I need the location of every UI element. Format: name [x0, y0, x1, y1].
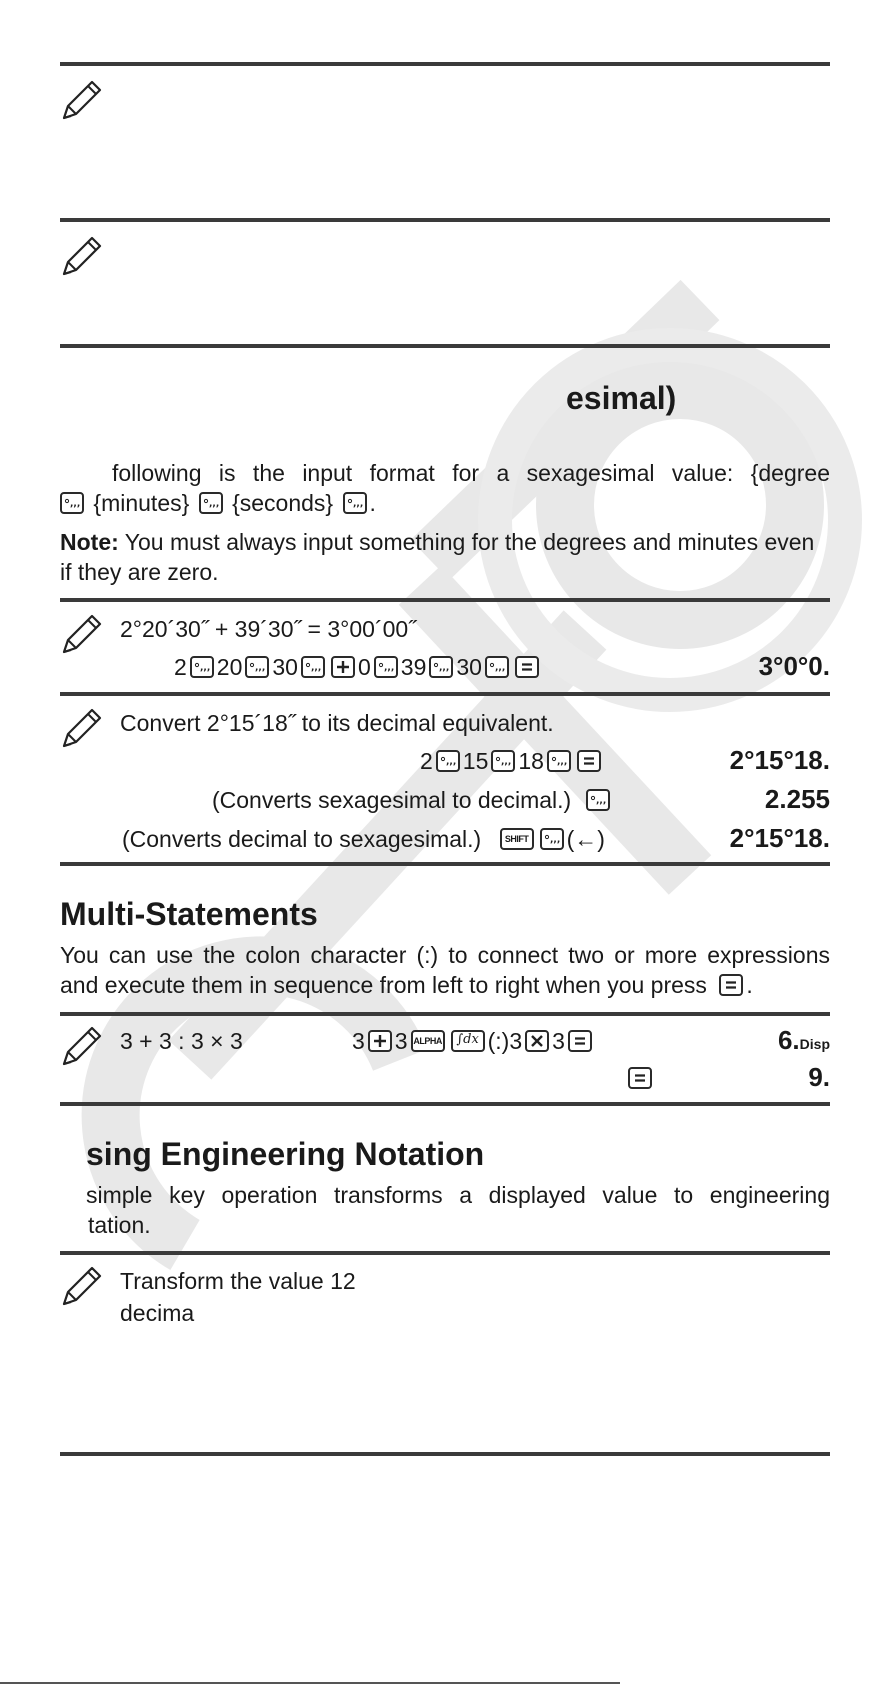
example-title: 2°20´30˝ + 39´30˝ = 3°00´00˝ — [120, 616, 416, 642]
result-display: 2°15°18. — [729, 823, 830, 853]
section-heading: esimal) — [566, 380, 677, 416]
equals-key-icon — [719, 974, 743, 996]
svg-text:,,,: ,,, — [208, 498, 219, 509]
minutes-placeholder: {minutes} — [93, 490, 190, 516]
key-sequence — [174, 652, 542, 682]
intro-line2: tation. — [88, 1212, 151, 1238]
digit: 18 — [518, 748, 544, 774]
equals-key-icon — [515, 656, 539, 678]
divider-rule — [60, 598, 830, 602]
key-label: SHIFT — [504, 833, 529, 844]
digit: 3 — [394, 1028, 408, 1054]
svg-text:,,,: ,,, — [199, 662, 211, 673]
digit: 30 — [272, 654, 298, 680]
svg-text:,,,: ,,, — [439, 662, 450, 673]
result-display: 2°15°18. — [729, 745, 830, 775]
svg-text:,,,: ,,, — [556, 756, 568, 767]
page-edge-line — [0, 1682, 620, 1684]
dms-key-icon — [190, 656, 214, 678]
dms-key-icon — [436, 750, 460, 772]
dms-key-icon — [245, 656, 269, 678]
key-sequence — [212, 785, 613, 815]
intro-line2 — [60, 488, 376, 518]
key-sequence — [352, 1026, 595, 1056]
digit: 3 — [352, 1028, 365, 1054]
pencil-icon — [60, 612, 104, 656]
pencil-icon — [60, 1024, 104, 1068]
key-label: ALPHA — [413, 1035, 442, 1046]
equals-key-icon — [628, 1067, 652, 1089]
section-heading: sing Engineering Notation — [86, 1136, 485, 1172]
result-display — [778, 1024, 830, 1060]
intro-line: simple key operation transforms a displayed value to engineering — [86, 1182, 830, 1208]
dms-key-icon — [491, 750, 515, 772]
result-display: 3°0°0. — [758, 651, 830, 681]
svg-text:,,,: ,,, — [352, 498, 363, 509]
plus-key-icon — [331, 656, 355, 678]
multiply-key-icon — [525, 1030, 549, 1052]
divider-rule — [60, 1102, 830, 1106]
key-sequence — [420, 746, 604, 776]
divider-rule — [60, 862, 830, 866]
svg-text:,,,: ,,, — [310, 662, 322, 673]
digit: 39 — [400, 654, 427, 680]
bottom-rule — [60, 1452, 830, 1456]
period: . — [746, 972, 753, 998]
example-expression: 3 + 3 : 3 × 3 — [120, 1028, 243, 1054]
example-title: Transform the value 12 — [120, 1268, 356, 1294]
digit: 2 — [174, 654, 187, 680]
svg-text:,,,: ,,, — [494, 662, 506, 673]
operation-note: (Converts sexagesimal to decimal.) — [212, 787, 572, 813]
operation-note: (Converts decimal to sexagesimal.) — [122, 826, 482, 852]
key-sequence — [122, 824, 605, 854]
pencil-icon — [60, 234, 104, 278]
digit: 0 — [357, 654, 371, 680]
note-paragraph — [60, 527, 830, 587]
dms-key-icon — [60, 492, 84, 514]
dms-key-icon — [301, 656, 325, 678]
disp-indicator: Disp — [799, 1036, 830, 1052]
intro-line2 — [60, 970, 753, 1000]
divider-rule — [60, 1251, 830, 1255]
example-title-line2: decima — [120, 1300, 195, 1326]
svg-text:,,,: ,,, — [549, 834, 560, 845]
dms-key-icon — [540, 828, 564, 850]
divider-rule — [60, 218, 830, 222]
dms-key-icon — [343, 492, 367, 514]
colon-label: (:) — [487, 1028, 510, 1054]
note-label: Note: — [60, 529, 119, 555]
svg-text:,,,: ,,, — [445, 756, 457, 767]
example-title: Convert 2°15´18˝ to its decimal equivalent. — [120, 710, 554, 736]
dms-key-icon — [374, 656, 398, 678]
pencil-icon — [60, 706, 104, 750]
digit: 20 — [216, 654, 243, 680]
integral-key-icon: ∫dx — [451, 1030, 485, 1052]
result-display: 2.255 — [764, 784, 830, 814]
svg-text:,,,: ,,, — [595, 795, 606, 806]
digit: 3 — [509, 1028, 523, 1054]
svg-text:,,,: ,,, — [383, 662, 395, 673]
section-heading: Multi-Statements — [60, 896, 318, 932]
divider-rule — [60, 344, 830, 348]
svg-text:,,,: ,,, — [501, 756, 512, 767]
intro-line: You can use the colon character (:) to connect two or more expressions — [60, 942, 830, 968]
divider-rule — [60, 692, 830, 696]
seconds-placeholder: {seconds} — [232, 490, 334, 516]
result-display: 9. — [808, 1062, 830, 1092]
alpha-key-icon — [411, 1030, 445, 1052]
result-value: 6. — [777, 1025, 800, 1055]
period: . — [369, 490, 376, 516]
key-sequence — [625, 1063, 655, 1093]
top-rule — [60, 62, 830, 66]
svg-text:,,,: ,,, — [255, 662, 266, 673]
dms-key-icon — [485, 656, 509, 678]
shift-key-icon — [500, 828, 534, 850]
equals-key-icon — [568, 1030, 592, 1052]
intro-line: following is the input format for a sexagesimal value: {degree — [112, 460, 830, 486]
left-arrow-label: (←) — [566, 826, 605, 852]
divider-rule — [60, 1012, 830, 1016]
pencil-icon — [60, 78, 104, 122]
dms-key-icon — [586, 789, 610, 811]
digit: 30 — [456, 654, 482, 680]
note-text: You must always input something for the degrees and minutes even if they are zero. — [60, 529, 815, 585]
equals-key-icon — [577, 750, 601, 772]
svg-text:,,,: ,,, — [70, 498, 81, 509]
dms-key-icon — [199, 492, 223, 514]
intro-text: and execute them in sequence from left to right when you press — [60, 972, 707, 998]
digit: 15 — [462, 748, 489, 774]
plus-key-icon — [368, 1030, 392, 1052]
dms-key-icon — [547, 750, 571, 772]
digit: 2 — [420, 748, 433, 774]
dms-key-icon — [429, 656, 453, 678]
pencil-icon — [60, 1264, 104, 1308]
digit: 3 — [552, 1028, 565, 1054]
